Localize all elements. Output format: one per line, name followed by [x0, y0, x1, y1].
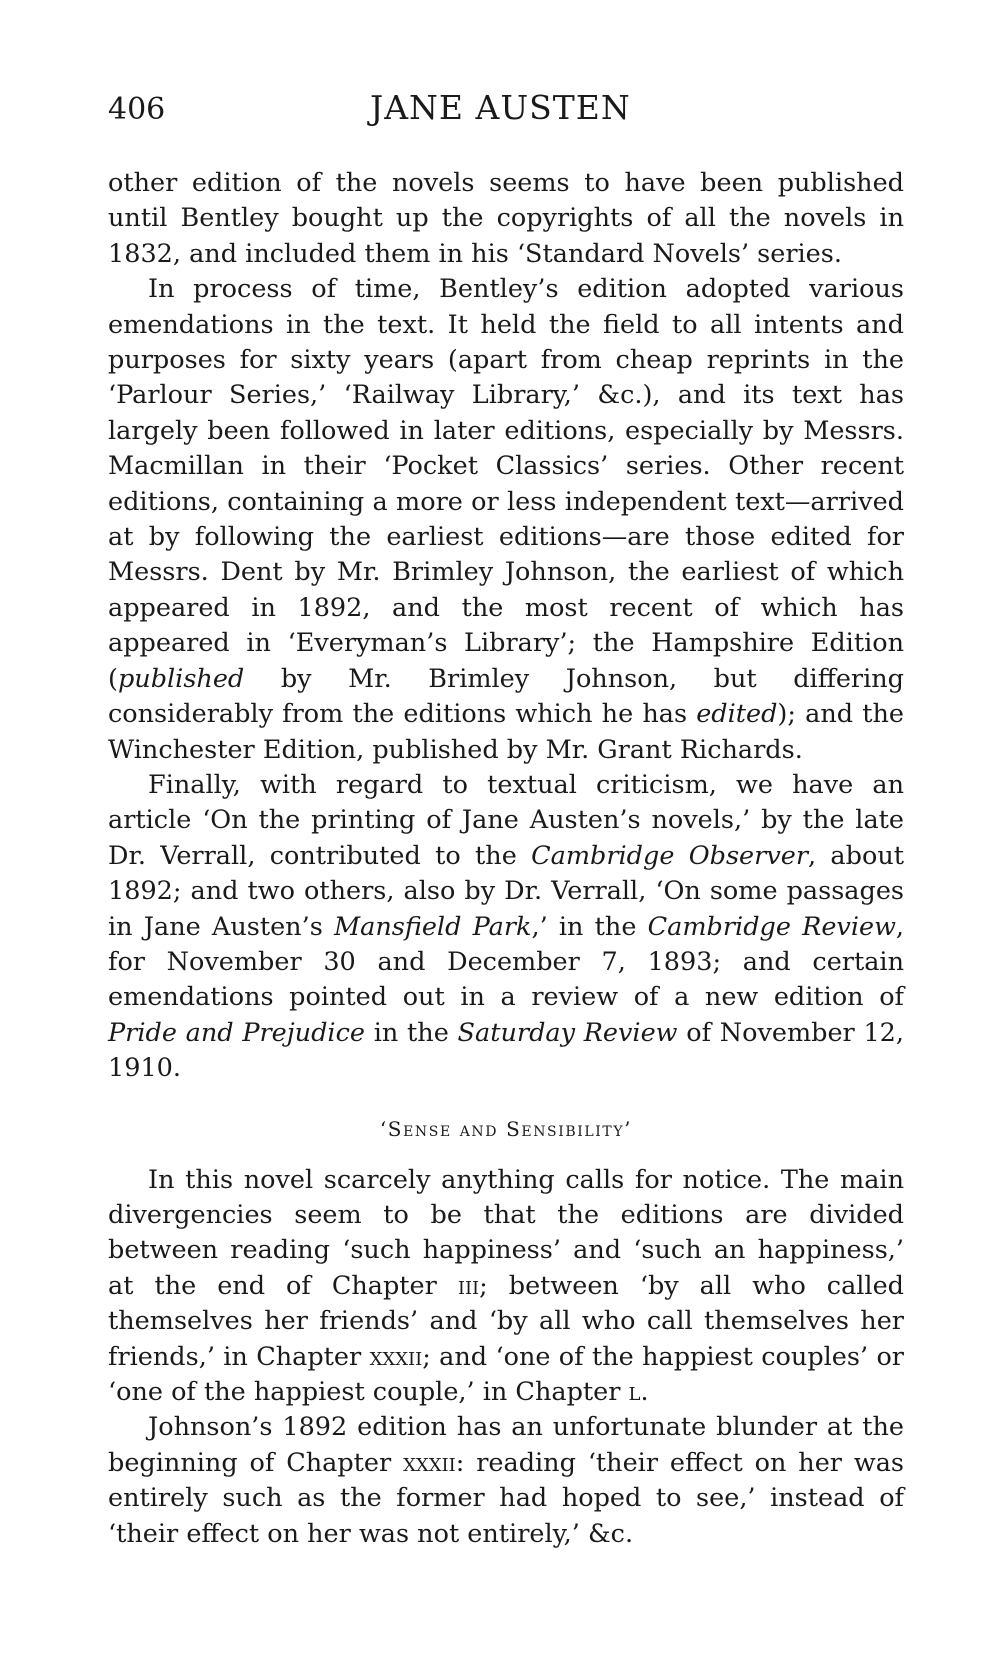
- paragraph-3-text-f: of November 12, 1910.: [108, 1017, 905, 1084]
- paragraph-1-text: other edition of the novels seems to have been published until Bentley bought up the copyrights of all the novels in 1832, and included them in his ‘Standard Novels’ series.: [108, 168, 904, 269]
- paragraph-3: [108, 768, 904, 1087]
- paragraph-4-text-b: ; between ‘by all who called themselves her friends’ and ‘by all who call themselves her friends,’ in Chapter: [108, 1270, 905, 1372]
- paragraph-1: [108, 166, 904, 272]
- paragraph-2-italic-edited: edited: [696, 699, 778, 730]
- paragraph-3-italic-saturday-review: Saturday Review: [457, 1017, 678, 1048]
- paragraph-3-italic-cambridge-review: Cambridge Review: [647, 911, 896, 942]
- chapter-numeral: iii: [457, 1270, 480, 1301]
- paragraph-3-italic-cambridge-observer: Cambridge Observer: [531, 840, 809, 871]
- paragraph-3-text-c: ,’ in the: [531, 911, 648, 942]
- running-head: [108, 88, 904, 144]
- paragraph-2-text-c: ); and the Winchester Edition, published by Mr. Grant Richards.: [108, 699, 904, 765]
- chapter-numeral: l: [628, 1377, 641, 1407]
- paragraph-5: [108, 1410, 904, 1552]
- section-heading: ‘Sense and Sensibility’: [379, 1116, 633, 1141]
- paragraph-5-text-a: Johnson’s 1892 edition has an unfortunate blunder at the beginning of Chapter: [108, 1412, 904, 1478]
- paragraph-3-italic-mansfield-park: Mansfield Park: [334, 911, 532, 942]
- chapter-numeral: xxxii: [403, 1447, 456, 1478]
- paragraph-2-text-b: by Mr. Brimley Johnson, but differing considerably from the editions which he has: [108, 663, 904, 730]
- paragraph-3-text-d: , for November 30 and December 7, 1893; and certain emendations pointed out in a review of a new edition of: [108, 911, 905, 1013]
- paragraph-3-text-e: in the: [364, 1017, 458, 1048]
- paragraph-4-text-d: .: [640, 1377, 649, 1407]
- paragraph-3-text-a: Finally, with regard to textual criticism, we have an article ‘On the printing of Jane Austen’s novels,’ by the late Dr. Verrall, contributed to the: [108, 769, 904, 871]
- paragraph-3-text-b: , about 1892; and two others, also by Dr. Verrall, ‘On some passages in Jane Austen’s: [108, 840, 904, 942]
- paragraph-4-text-a: In this novel scarcely anything calls for notice. The main divergencies seem to be that the editions are divided between reading ‘such happiness’ and ‘such an happiness,’ at the end of Chapter: [108, 1164, 904, 1301]
- paragraph-2-text-a: In process of time, Bentley’s edition adopted various emendations in the text. It held the field to all intents and purposes for sixty years (apart from cheap reprints in the ‘Parlour Series,’ ‘Railway Library,’ &c.), and its text has largely been followed in later editions, especially by Messrs. Macmillan in their ‘Pocket Classics’ series. Other recent editions, containing a more or less independent text—arrived at by following the earliest editions—are those edited for Messrs. Dent by Mr. Brimley Johnson, the earliest of which appeared in 1892, and the most recent of which has appeared in ‘Everyman’s Library’; the Hampshire Edition (: [108, 274, 904, 694]
- chapter-numeral: xxxii: [369, 1341, 423, 1372]
- paragraph-3-italic-pride-and-prejudice: Pride and Prejudice: [108, 1017, 365, 1048]
- paragraph-5-text-b: : reading ‘their effect on her was entirely such as the former had hoped to see,’ instead of ‘their effect on her was not entirely,’ &c.: [108, 1447, 904, 1549]
- paragraph-4: [108, 1163, 904, 1411]
- page-number: 406: [108, 92, 166, 127]
- paragraph-4-text-c: ; and ‘one of the happiest couples’ or ‘one of the happiest couple,’ in Chapter: [108, 1341, 904, 1407]
- running-title: JANE AUSTEN: [370, 88, 631, 127]
- paragraph-2: [108, 272, 904, 768]
- paragraph-2-italic-published: published: [117, 663, 245, 694]
